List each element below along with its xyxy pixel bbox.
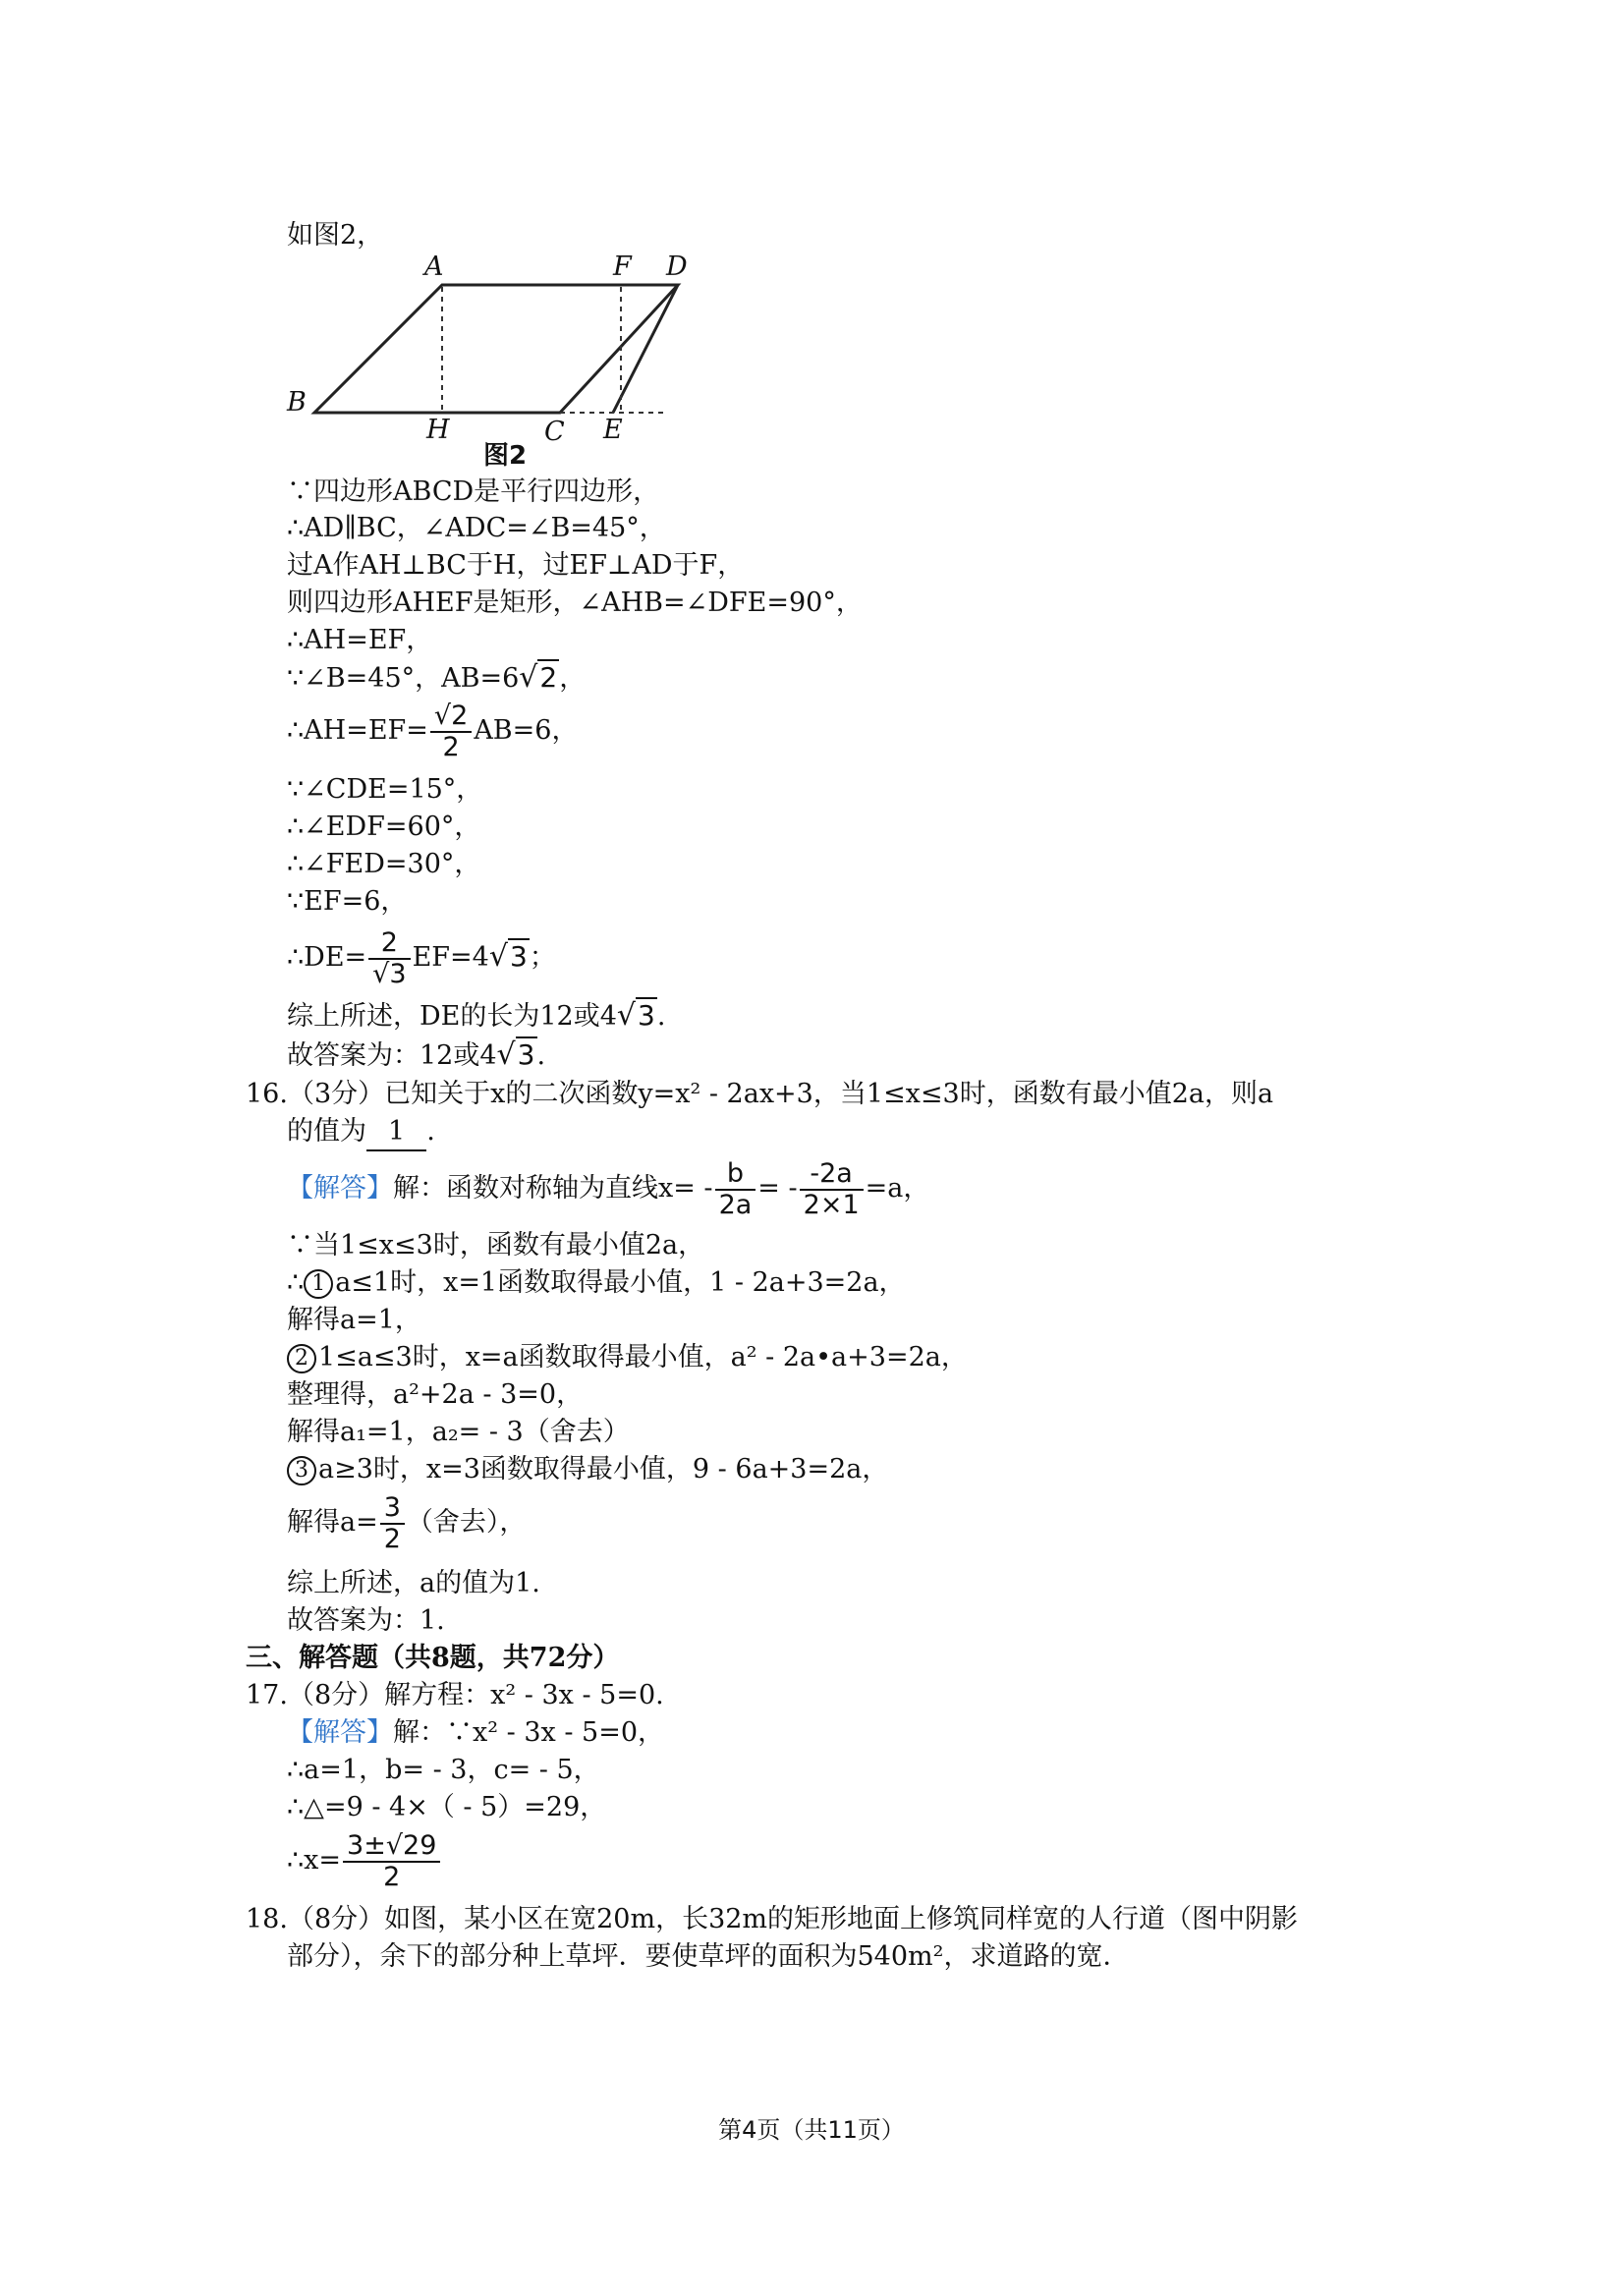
q17-question: 17.（8分）解方程：x² - 3x - 5=0. [246, 1680, 664, 1710]
q15-line-2: ∴AD∥BC，∠ADC=∠B=45°， [287, 513, 666, 543]
q16-question-line-1: 16.（3分）已知关于x的二次函数y=x² - 2ax+3，当1≤x≤3时，函数有最小值2a，则a [246, 1079, 1274, 1109]
q16-solution-line-6: 整理得，a²+2a - 3=0， [287, 1379, 584, 1410]
q16-solution-line-5: 2 1≤a≤3时，x=a函数取得最小值，a² - 2a•a+3=2a， [287, 1340, 968, 1375]
q15-line-13: 综上所述，DE的长为12或4√3. [287, 998, 666, 1033]
label-f: F [613, 252, 632, 282]
sqrt-3: √3 [488, 939, 528, 974]
q16-solution-line-4: 解得a=1， [287, 1305, 421, 1335]
fraction-2-over-sqrt3: $\frac{2}{√3}$ [368, 928, 410, 989]
circled-number-3: 3 [287, 1456, 316, 1485]
q17-solution-line-2: ∴a=1，b= - 3，c= - 5， [287, 1755, 600, 1785]
label-a: A [424, 252, 444, 282]
page-footer: 第4页（共11页） [718, 2116, 905, 2144]
figure-caption: 图2 [483, 441, 528, 471]
q16-solution-line-3: ∴ 1 a≤1时，x=1函数取得最小值，1 - 2a+3=2a， [287, 1267, 906, 1298]
q15-line-7: ∴AH=EF= $\frac{√2}{2}$ AB=6， [287, 700, 579, 762]
solution-tag: 【解答】 [287, 1173, 393, 1204]
q15-line-8: ∵∠CDE=15°， [287, 774, 483, 805]
q15-line-10: ∴∠FED=30°， [287, 849, 481, 879]
fraction-sqrt2-over-2: $\frac{√2}{2}$ [430, 701, 472, 762]
q16-solution-line-9: 解得a= $\frac{3}{2}$ （舍去）， [287, 1491, 527, 1554]
q17-solution-line-4: ∴x= $\frac{3\pm√29}{2}$ [287, 1829, 442, 1892]
q15-line-12: ∴DE= $\frac{2}{√3}$ EF=4√3； [287, 926, 556, 989]
circled-number-2: 2 [287, 1344, 316, 1373]
label-h: H [426, 415, 450, 445]
label-b: B [287, 387, 307, 418]
q15-line-14: 故答案为：12或4√3. [287, 1037, 546, 1072]
q16-solution-line-11: 故答案为：1. [287, 1605, 445, 1636]
q16-solution-line-10: 综上所述，a的值为1. [287, 1568, 540, 1598]
fraction-3-over-2: $\frac{3}{2}$ [380, 1493, 405, 1554]
q18-question-line-1: 18.（8分）如图，某小区在宽20m，长32m的矩形地面上修筑同样宽的人行道（图中阴影 [246, 1904, 1299, 1934]
q15-line-9: ∴∠EDF=60°， [287, 812, 481, 842]
fraction-quadratic-roots: $\frac{3\pm√29}{2}$ [343, 1831, 440, 1892]
solution-tag: 【解答】 [287, 1717, 393, 1748]
q15-line-11: ∵EF=6， [287, 886, 408, 917]
parallelogram-figure [275, 246, 707, 472]
label-c: C [544, 417, 565, 447]
fraction-neg2a-over-2x1: $\frac{-2a}{2\times 1}$ [800, 1159, 864, 1220]
q16-question-line-2: 的值为 1 . [287, 1114, 435, 1151]
q16-solution-line-8: 3 a≥3时，x=3函数取得最小值，9 - 6a+3=2a， [287, 1452, 888, 1487]
label-d: D [666, 252, 688, 282]
sqrt-3: √3 [616, 998, 655, 1033]
circled-number-1: 1 [304, 1269, 333, 1299]
q16-solution-line-1: 【解答】解：函数对称轴为直线x= - $\frac{b}{2a}$ = - $\frac{-2a}{2\times 1}$ =a， [287, 1157, 930, 1220]
q15-line-1: ∵四边形ABCD是平行四边形， [287, 476, 660, 507]
q17-solution-line-1: 【解答】解：∵x² - 3x - 5=0， [287, 1717, 665, 1748]
segment-de [613, 285, 678, 413]
label-e: E [603, 415, 623, 445]
q15-line-6-text: ∵∠B=45°，AB=6 [287, 663, 520, 694]
q16-solution-line-7: 解得a₁=1，a₂= - 3（舍去） [287, 1417, 630, 1447]
q15-line-3: 过A作AH⊥BC于H，过EF⊥AD于F， [287, 550, 745, 581]
q16-answer-blank: 1 [366, 1114, 426, 1151]
q15-line-4: 则四边形AHEF是矩形，∠AHB=∠DFE=90°， [287, 588, 863, 618]
fraction-b-over-2a: $\frac{b}{2a}$ [715, 1159, 756, 1220]
q18-question-line-2: 部分），余下的部分种上草坪．要使草坪的面积为540m²，求道路的宽． [287, 1941, 1130, 1972]
q15-line-5: ∴AH=EF， [287, 625, 433, 655]
q15-line-6: ∵∠B=45°，AB=6√2， [287, 660, 587, 695]
sqrt-2: √2 [519, 660, 558, 695]
sqrt-3: √3 [496, 1037, 535, 1072]
intro-text: 如图2， [287, 220, 384, 251]
q16-solution-line-2: ∵当1≤x≤3时，函数有最小值2a， [287, 1230, 705, 1260]
section-heading: 三、解答题（共8题，共72分） [246, 1643, 620, 1673]
q17-solution-line-3: ∴△=9 - 4×（ - 5）=29， [287, 1792, 607, 1822]
